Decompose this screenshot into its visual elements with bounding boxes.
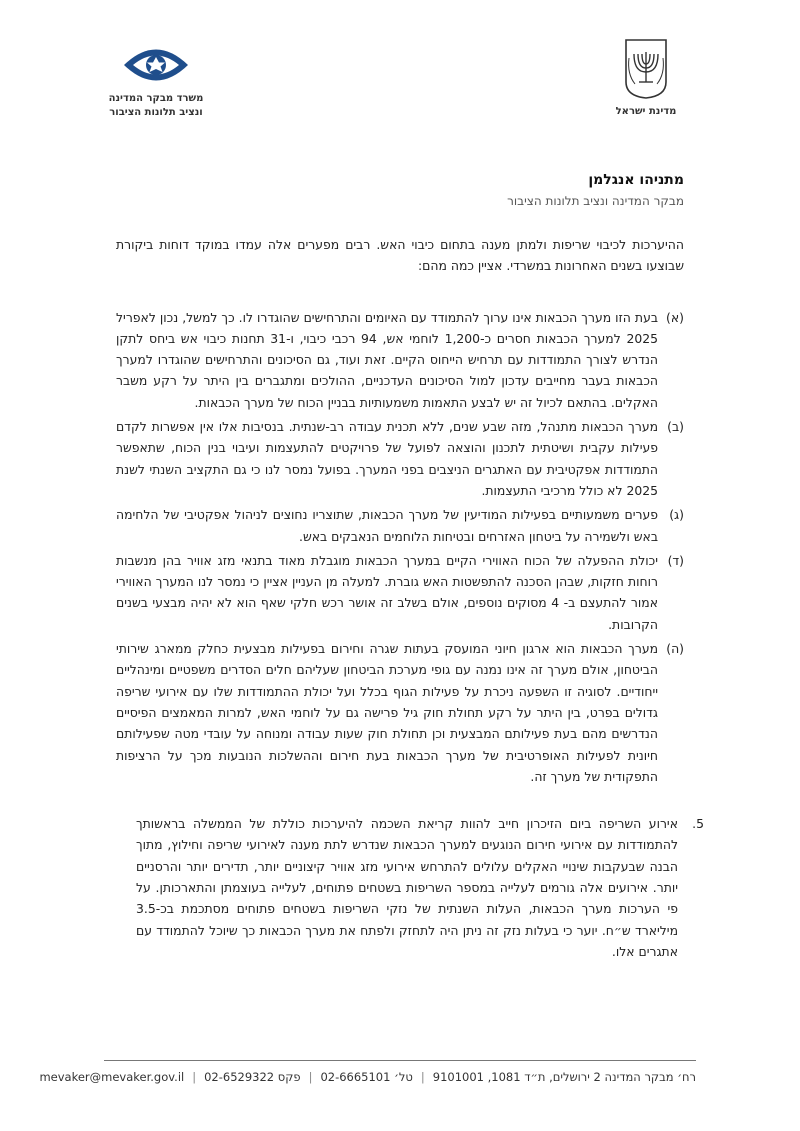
item-text: פערים משמעותיים בפעילות המודיעין של מערך הכבאות, שתוצריו נחוצים לניהול אפקטיבי של הלחימה באש ולשמירה על ביטחון האזרחים ובטיחות הלוחמים הנאבקים באש. — [116, 507, 658, 544]
footer-divider — [104, 1060, 696, 1061]
item-marker: (ד) — [667, 552, 684, 568]
author-role: מבקר המדינה ונציב תלונות הציבור — [507, 194, 684, 208]
state-emblem — [596, 38, 696, 117]
comptroller-caption-1: משרד מבקר המדינה — [108, 93, 204, 104]
footer-sep: | — [420, 1070, 425, 1084]
footer-sep: | — [192, 1070, 197, 1084]
author-block — [507, 172, 684, 208]
list-item — [116, 504, 684, 547]
footer-address: רח׳ מבקר המדינה 2 ירושלים, ת״ד 1081, 9101001 — [432, 1070, 696, 1084]
item-marker: (א) — [666, 309, 684, 325]
item-text: בעת הזו מערך הכבאות אינו ערוך להתמודד עם האיומים והתרחישים שהוגדרו לו. כך למשל, נכון לאפריל 2025 למערך הכבאות חסרים כ-1,200 לוחמי אש, 94 רכבי כיבוי, ו-31 תחנות כיבוי אש ביחס לתקן הנדרש לצורך התמודדות עם תרחיש הייחוס הקיים. זאת ועוד, גם הסיכונים והתרחישים שהוגדרו למערך הכבאות בעבר מחייבים עדכון למול הסיכונים העדכניים, ההולכים ומתגברים בין היתר על רקע משבר האקלים. בהתאם לכיול זה יש לבצע התאמות משמעותיות בבניין הכוח של מערך הכבאות. — [116, 309, 658, 410]
list-item — [116, 550, 684, 635]
menorah-emblem-icon — [623, 38, 669, 100]
findings-list — [116, 307, 684, 788]
item-marker: (ג) — [669, 507, 684, 523]
numbered-paragraph-5 — [136, 813, 704, 962]
footer-phone: טל׳ 02-6665101 — [320, 1070, 413, 1084]
paragraph-text: אירוע השריפה ביום הזיכרון חייב להוות קריאת השכמה להיערכות כוללת של הממשלה בראשותך להתמודדות עם אירועי חירום הנוגעים למערך הכבאות שנדרש לתת מענה לאירועי שריפה וחילוץ, מתוך הבנה שבעקבות שינויי האקלים עלולים להתרחש אירועי מזג אוויר קיצוניים יותר, תדירים יותר והרסניים יותר. אירועים אלה גורמים לעלייה במספר השריפות בשטחים פתוחים, לעלייה בעוצמתן והתארכותן. על פי הערכות מערך הכבאות, העלות השנתית של נזקי השריפות בשטחים פתוחים מסתכמת בכ-3.5 מיליארד ש״ח. יוער כי בעלות נזק זה ניתן היה לתחזק ולפתח את מערך הכבאות כך שיוכל להתמודד עם אתגרים אלו. — [136, 816, 678, 959]
item-marker: (ב) — [667, 419, 684, 435]
comptroller-logo — [96, 42, 216, 120]
footer — [39, 1070, 696, 1090]
item-text: יכולת ההפעלה של הכוח האווירי הקיים במערך הכבאות מוגבלת מאוד בתנאי מזג אוויר בהן מנשבות רוחות חזקות, שבהן הסכנה להתפשטות האש גוברת. למעלה מן העניין אציין כי נמסר לנו המערך האווירי אמור להתעצם ב- 4 מסוקים נוספים, אולם בשלב זה אושר רכש חלקי שאף הוא לא יהיה מבצעי בשנים הקרובות. — [116, 552, 658, 632]
list-item — [116, 416, 684, 501]
footer-sep: | — [308, 1070, 313, 1084]
item-text: מערך הכבאות הוא ארגון חיוני המועסק בעתות שגרה וחירום בפעילות מבצעית כחלק ממארג שירותי הביטחון, אולם מערך זה אינו נמנה עם גופי מערכת הביטחון שעליהם חלים הסדרים משפטיים ומינהליים ייחודיים. לסוגיה זו השפעה ניכרת על פעילות הגוף בכלל ועל יכולת ההתמודדות שלו עם אירועי שריפה גדולים בפרט, בין היתר על רקע תחולת חוק גיל פרישה גם על לוחמי האש, למרות המאמצים הפיסיים הנדרשים מהם בעת פעילותם המבצעית וכן תחולת חוק שעות עבודה ומנוחה על עובדי מטה שפעילותם חיונית לפעילות האופרטיבית של מערך הכבאות בעת חירום וההשלכות הנובעות מכך על הרציפות התפקודית של מערך זה. — [116, 641, 658, 784]
footer-email-link[interactable]: mevaker@mevaker.gov.il — [39, 1070, 185, 1084]
item-marker: (ה) — [666, 641, 684, 657]
comptroller-caption-2: ונציב תלונות הציבור — [109, 107, 203, 118]
footer-fax: פקס 02-6529322 — [204, 1070, 301, 1084]
author-name: מתניהו אנגלמן — [588, 172, 684, 188]
list-item — [116, 307, 684, 413]
item-text: מערך הכבאות מתנהל, מזה שבע שנים, ללא תכנית עבודה רב-שנתית. בנסיבות אלו אין אפשרות לקדם פעילות עקבית ושיטתית לתכנון והוצאה לפועל של פרויקטים להתעצמות ועיבוי בנין הכוח, שתאפשר התמודדות אפקטיבית עם האתגרים הניצבים בפני המערך. בפועל נמסר לנו כי גם התקציב השנתי לשנת 2025 לא כולל מרכיבי התעצמות. — [116, 419, 658, 498]
state-of-israel-caption: מדינת ישראל — [615, 106, 677, 117]
list-item — [116, 638, 684, 787]
intro-paragraph: ההיערכות לכיבוי שריפות ולמתן מענה בתחום כיבוי האש. רבים מפערים אלה עמדו במוקד דוחות ביקורת שבוצעו בשנים האחרונות במשרדי. אציין כמה מהם: — [116, 237, 684, 274]
letter-body — [116, 234, 704, 962]
eye-star-logo-icon — [121, 42, 191, 88]
paragraph-number: 5. — [692, 816, 704, 832]
